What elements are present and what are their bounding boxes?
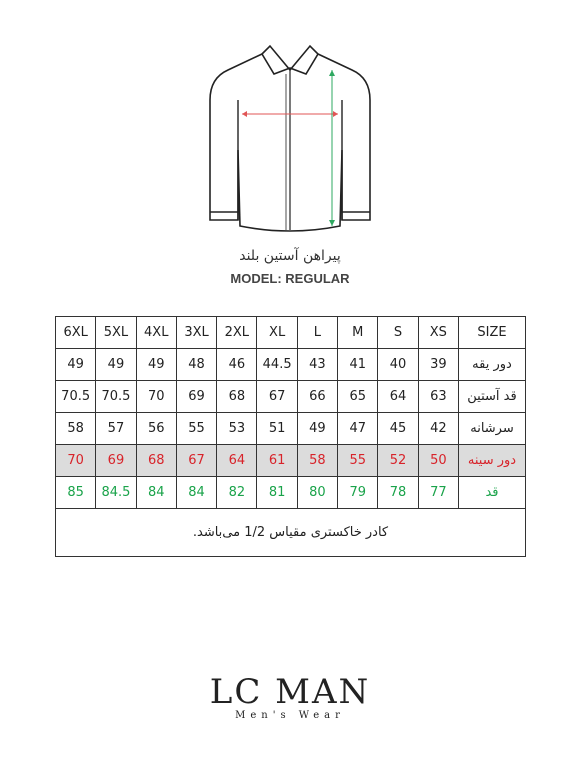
- table-cell: 43: [297, 349, 337, 381]
- table-cell: 68: [136, 445, 176, 477]
- table-cell: 51: [257, 413, 297, 445]
- table-row: [56, 349, 526, 381]
- row-label: سرشانه: [459, 413, 526, 445]
- table-cell: 58: [297, 445, 337, 477]
- table-cell: 49: [56, 349, 96, 381]
- note-row: [56, 509, 526, 557]
- table-header-row: [56, 317, 526, 349]
- table-cell: 47: [338, 413, 378, 445]
- table-row: [56, 413, 526, 445]
- table-cell: 50: [418, 445, 458, 477]
- scale-note: کادر خاکستری مقیاس 1/2 می‌باشد.: [56, 509, 526, 557]
- size-header-cell: XL: [257, 317, 297, 349]
- table-cell: 84.5: [96, 477, 136, 509]
- table-cell: 77: [418, 477, 458, 509]
- table-cell: 49: [96, 349, 136, 381]
- table-row: [56, 477, 526, 509]
- table-cell: 64: [378, 381, 418, 413]
- table-cell: 70: [136, 381, 176, 413]
- table-cell: 61: [257, 445, 297, 477]
- product-title: پیراهن آستین بلند: [239, 248, 341, 264]
- size-header-label: SIZE: [459, 317, 526, 349]
- table-cell: 78: [378, 477, 418, 509]
- table-cell: 56: [136, 413, 176, 445]
- table-cell: 70.5: [96, 381, 136, 413]
- table-cell: 70.5: [56, 381, 96, 413]
- table-cell: 57: [96, 413, 136, 445]
- table-cell: 69: [96, 445, 136, 477]
- table-cell: 52: [378, 445, 418, 477]
- model-label: MODEL: REGULAR: [230, 271, 350, 286]
- table-cell: 41: [338, 349, 378, 381]
- table-cell: 67: [176, 445, 216, 477]
- table-cell: 48: [176, 349, 216, 381]
- table-cell: 64: [217, 445, 257, 477]
- table-cell: 81: [257, 477, 297, 509]
- table-cell: 40: [378, 349, 418, 381]
- size-header-cell: 2XL: [217, 317, 257, 349]
- size-header-cell: 4XL: [136, 317, 176, 349]
- row-label: دور سینه: [459, 445, 526, 477]
- table-cell: 70: [56, 445, 96, 477]
- length-measure-arrow: [329, 70, 335, 226]
- row-label: قد آستین: [459, 381, 526, 413]
- table-cell: 58: [56, 413, 96, 445]
- table-cell: 68: [217, 381, 257, 413]
- brand-tagline: Men's Wear: [235, 710, 345, 721]
- table-cell: 79: [338, 477, 378, 509]
- table-cell: 55: [176, 413, 216, 445]
- table-cell: 53: [217, 413, 257, 445]
- table-cell: 82: [217, 477, 257, 509]
- size-header-cell: 3XL: [176, 317, 216, 349]
- table-cell: 45: [378, 413, 418, 445]
- size-header-cell: XS: [418, 317, 458, 349]
- table-cell: 65: [338, 381, 378, 413]
- brand-logo: LC MAN: [209, 672, 371, 712]
- table-cell: 66: [297, 381, 337, 413]
- size-header-cell: 6XL: [56, 317, 96, 349]
- table-row: [56, 381, 526, 413]
- table-cell: 46: [217, 349, 257, 381]
- size-table: [55, 316, 526, 557]
- table-cell: 84: [176, 477, 216, 509]
- table-cell: 55: [338, 445, 378, 477]
- row-label: دور یقه: [459, 349, 526, 381]
- table-cell: 49: [297, 413, 337, 445]
- size-header-cell: 5XL: [96, 317, 136, 349]
- table-row: [56, 445, 526, 477]
- size-header-cell: M: [338, 317, 378, 349]
- table-cell: 67: [257, 381, 297, 413]
- table-cell: 84: [136, 477, 176, 509]
- table-cell: 69: [176, 381, 216, 413]
- table-cell: 49: [136, 349, 176, 381]
- row-label: قد: [459, 477, 526, 509]
- table-cell: 44.5: [257, 349, 297, 381]
- table-cell: 85: [56, 477, 96, 509]
- size-header-cell: L: [297, 317, 337, 349]
- shirt-collar: [262, 46, 318, 74]
- shirt-illustration: [200, 40, 380, 240]
- table-cell: 42: [418, 413, 458, 445]
- size-header-cell: S: [378, 317, 418, 349]
- table-cell: 39: [418, 349, 458, 381]
- table-cell: 63: [418, 381, 458, 413]
- table-cell: 80: [297, 477, 337, 509]
